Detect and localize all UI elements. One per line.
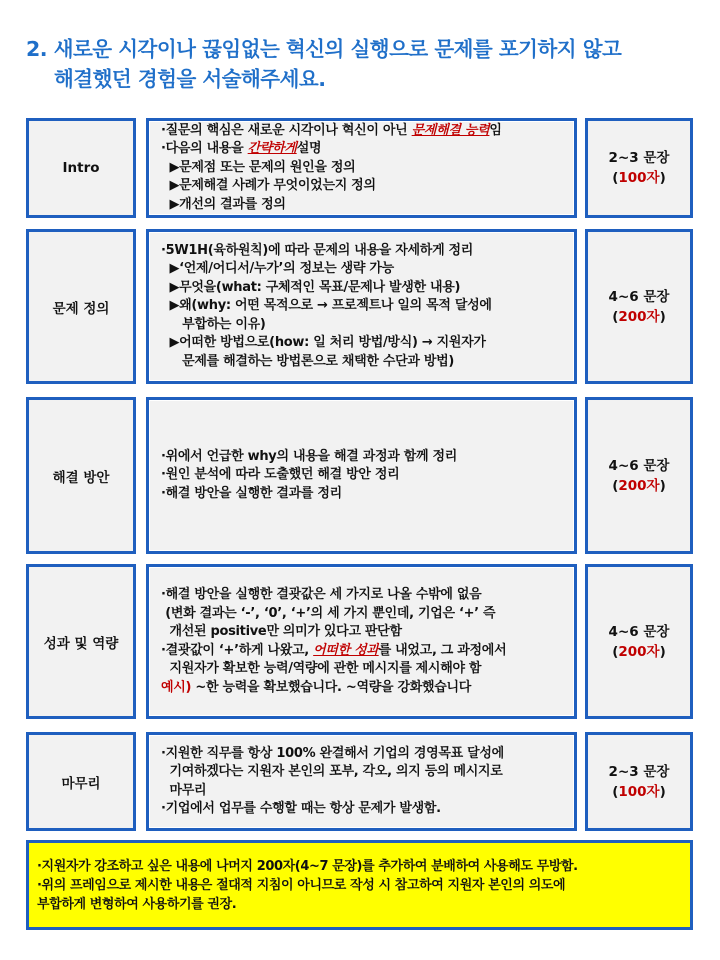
- line-text: ▶무엇을(what: 구체적인 목표/문제나 발생한 내용): [161, 279, 461, 295]
- title-line-1: 2. 새로운 시각이나 끊임없는 혁신의 실행으로 문제를 포기하지 않고: [26, 37, 622, 61]
- line-text: ·지원한 직무를 항상 100% 완결해서 기업의 경영목표 달성에: [161, 745, 504, 761]
- sentence-count: 4~6 문장: [608, 623, 670, 640]
- content-line: [161, 745, 564, 764]
- char-count-value: 200자: [618, 308, 660, 325]
- section-label: 마무리: [61, 775, 101, 792]
- page-title: [26, 34, 706, 94]
- section-label-cell: [26, 732, 136, 831]
- line-text: ·다음의 내용을: [161, 141, 248, 157]
- content-line: [161, 122, 564, 141]
- content-line: [161, 242, 564, 261]
- sentence-count: 2~3 문장: [608, 763, 670, 780]
- sentence-count: 4~6 문장: [608, 288, 670, 305]
- section-length-cell: [585, 118, 693, 218]
- section-content-cell: [146, 732, 577, 831]
- line-text: ·기업에서 업무를 수행할 때는 항상 문제가 발생함.: [161, 801, 441, 816]
- content-line: [161, 782, 564, 801]
- section-length-cell: [585, 564, 693, 719]
- line-text: ·원인 분석에 따라 도출했던 해결 방안 정리: [161, 467, 400, 483]
- line-text: ·결괏값이 ‘+’하게 나왔고,: [161, 642, 314, 658]
- line-text: ·해결 방안을 실행한 결과를 정리: [161, 485, 342, 501]
- line-text: ·해결 방안을 실행한 결괏값은 세 가지로 나올 수밖에 없음: [161, 587, 482, 602]
- note-box: [26, 840, 693, 930]
- section-label-cell: [26, 229, 136, 384]
- section-label: 해결 방안: [52, 469, 110, 486]
- emphasis-text: 문제해결 능력: [411, 122, 490, 138]
- note-line: 부합하게 변형하여 사용하기를 권장.: [37, 896, 237, 912]
- line-text: ·위에서 언급한 why의 내용을 해결 과정과 함께 정리: [161, 448, 457, 464]
- section-content-cell: [146, 397, 577, 554]
- line-text: 개선된 positive만 의미가 있다고 판단함: [161, 624, 402, 639]
- content-line: [161, 605, 564, 624]
- content-line: [161, 334, 564, 353]
- content-line: [161, 679, 564, 698]
- char-count: (200자): [612, 308, 666, 325]
- line-text: 부합하는 이유): [161, 316, 266, 332]
- note-line: ·위의 프레임으로 제시한 내용은 절대적 지침이 아니므로 작성 시 참고하여 지원자 본인의 의도에: [37, 877, 566, 893]
- char-count: (200자): [612, 477, 666, 494]
- line-text: ▶문제점 또는 문제의 원인을 정의: [161, 159, 356, 175]
- content-line: [161, 196, 564, 215]
- content-line: [161, 642, 564, 661]
- content-line: [161, 159, 564, 178]
- content-line: [161, 800, 564, 819]
- content-line: [161, 140, 564, 159]
- title-line-2: 해결했던 경험을 서술해주세요.: [54, 67, 326, 91]
- section-label: Intro: [62, 160, 100, 176]
- content-line: [161, 623, 564, 642]
- line-text: 설명: [296, 141, 322, 157]
- section-content-cell: [146, 229, 577, 384]
- emphasis-text: 어떠한 성과: [313, 642, 379, 658]
- emphasis-text: 간략하게: [247, 141, 297, 157]
- line-text: ▶왜(why: 어떤 목적으로 → 프로젝트나 일의 목적 달성에: [161, 298, 492, 314]
- char-count-value: 200자: [618, 477, 660, 494]
- section-label: 성과 및 역량: [43, 635, 119, 652]
- sentence-count: 2~3 문장: [608, 150, 670, 166]
- section-label-cell: [26, 118, 136, 218]
- line-text: 임: [489, 122, 502, 138]
- note-line: ·지원자가 강조하고 싶은 내용에 나머지 200자(4~7 문장)를 추가하여 분배하여 사용해도 무방함.: [37, 858, 578, 874]
- sentence-count: 4~6 문장: [608, 457, 670, 474]
- line-text: ·질문의 핵심은 새로운 시각이나 혁신이 아닌: [161, 122, 412, 138]
- content-line: [161, 316, 564, 335]
- content-line: [161, 297, 564, 316]
- section-length-cell: [585, 397, 693, 554]
- content-line: [161, 763, 564, 782]
- content-line: [161, 177, 564, 196]
- line-text: 문제를 해결하는 방법론으로 채택한 수단과 방법): [161, 353, 455, 369]
- section-length-cell: [585, 732, 693, 831]
- content-line: [161, 353, 564, 372]
- line-text: 지원자가 확보한 능력/역량에 관한 메시지를 제시해야 함: [161, 661, 482, 676]
- content-line: [161, 660, 564, 679]
- char-count: (100자): [612, 783, 666, 800]
- content-line: [161, 485, 564, 504]
- section-content-cell: [146, 564, 577, 719]
- line-text: 를 내었고, 그 과정에서: [378, 642, 507, 658]
- char-count: (100자): [612, 170, 666, 186]
- line-text: ▶개선의 결과를 정의: [161, 196, 286, 212]
- char-count: (200자): [612, 643, 666, 660]
- section-length-cell: [585, 229, 693, 384]
- char-count-value: 100자: [618, 170, 660, 186]
- section-label: 문제 정의: [52, 300, 110, 317]
- line-text: ▶어떠한 방법으로(how: 일 처리 방법/방식) → 지원자가: [161, 335, 486, 351]
- content-line: [161, 260, 564, 279]
- content-line: [161, 466, 564, 485]
- section-label-cell: [26, 564, 136, 719]
- line-text: ~한 능력을 확보했습니다. ~역량을 강화했습니다: [191, 679, 472, 695]
- line-text: ▶‘언제/어디서/누가’의 정보는 생략 가능: [161, 261, 394, 277]
- example-label: 예시): [161, 679, 192, 695]
- line-text: 마무리: [161, 782, 207, 798]
- section-label-cell: [26, 397, 136, 554]
- content-line: [161, 279, 564, 298]
- line-text: ▶문제해결 사례가 무엇이었는지 정의: [161, 178, 376, 194]
- content-line: [161, 448, 564, 467]
- char-count-value: 200자: [618, 643, 660, 660]
- char-count-value: 100자: [618, 783, 660, 800]
- line-text: ·5W1H(육하원칙)에 따라 문제의 내용을 자세하게 정리: [161, 242, 474, 258]
- line-text: (변화 결과는 ‘-’, ‘0’, ‘+’의 세 가지 뿐인데, 기업은 ‘+’ 즉: [161, 605, 496, 621]
- section-content-cell: [146, 118, 577, 218]
- line-text: 기여하겠다는 지원자 본인의 포부, 각오, 의지 등의 메시지로: [161, 764, 503, 779]
- content-line: [161, 586, 564, 605]
